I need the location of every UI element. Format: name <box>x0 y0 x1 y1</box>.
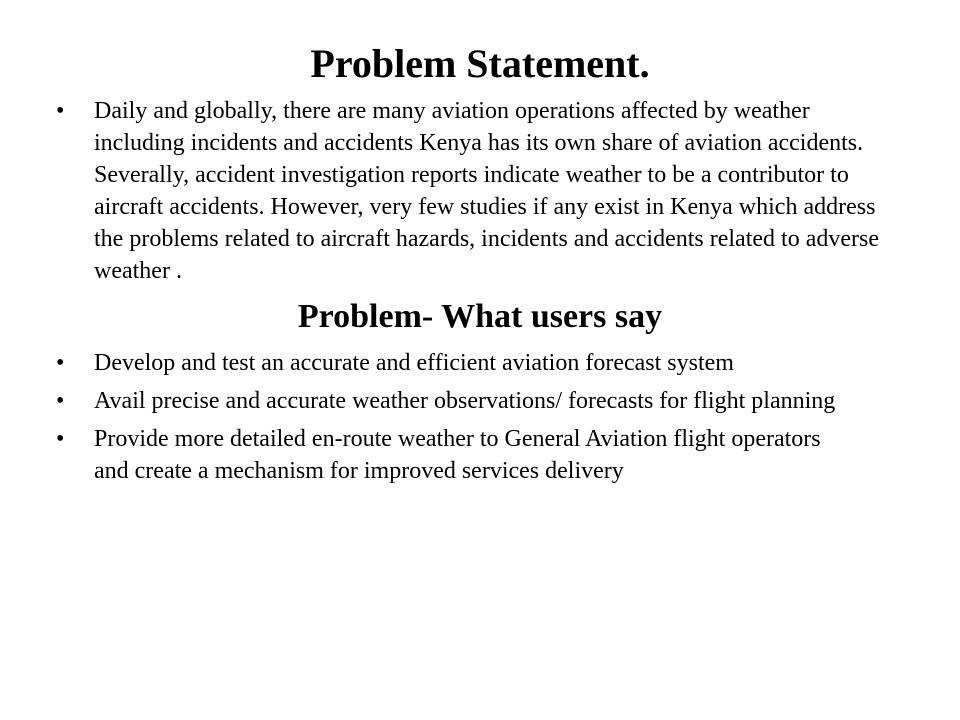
bullet-text: Provide more detailed en-route weather to General Aviation flight operators and create a mechanism for improved services delivery <box>94 426 821 484</box>
list-item <box>0 423 854 487</box>
bullet-icon: • <box>56 388 65 414</box>
list-item <box>0 95 904 287</box>
bullet-text: Daily and globally, there are many aviation operations affected by weather including incidents and accidents Kenya has its own share of aviation accidents. Severally, accident investigation reports indicate weather to be a contributor to aircraft accidents. However, very few studies if any exist in Kenya which address the problems related to aircraft hazards, incidents and accidents related to adverse weather . <box>94 98 879 284</box>
bullet-text: Develop and test an accurate and efficient aviation forecast system <box>94 350 734 376</box>
list-item <box>0 347 904 379</box>
slide-title: Problem Statement. <box>310 41 650 86</box>
list-item <box>0 385 854 417</box>
bullet-icon: • <box>56 350 65 376</box>
section-title: Problem- What users say <box>297 298 663 335</box>
bullet-icon: • <box>56 426 65 452</box>
user-feedback-list <box>0 347 904 493</box>
bullet-text: Avail precise and accurate weather observations/ forecasts for flight planning <box>94 388 836 414</box>
bullet-icon: • <box>56 98 65 124</box>
problem-statement-list <box>0 95 904 287</box>
